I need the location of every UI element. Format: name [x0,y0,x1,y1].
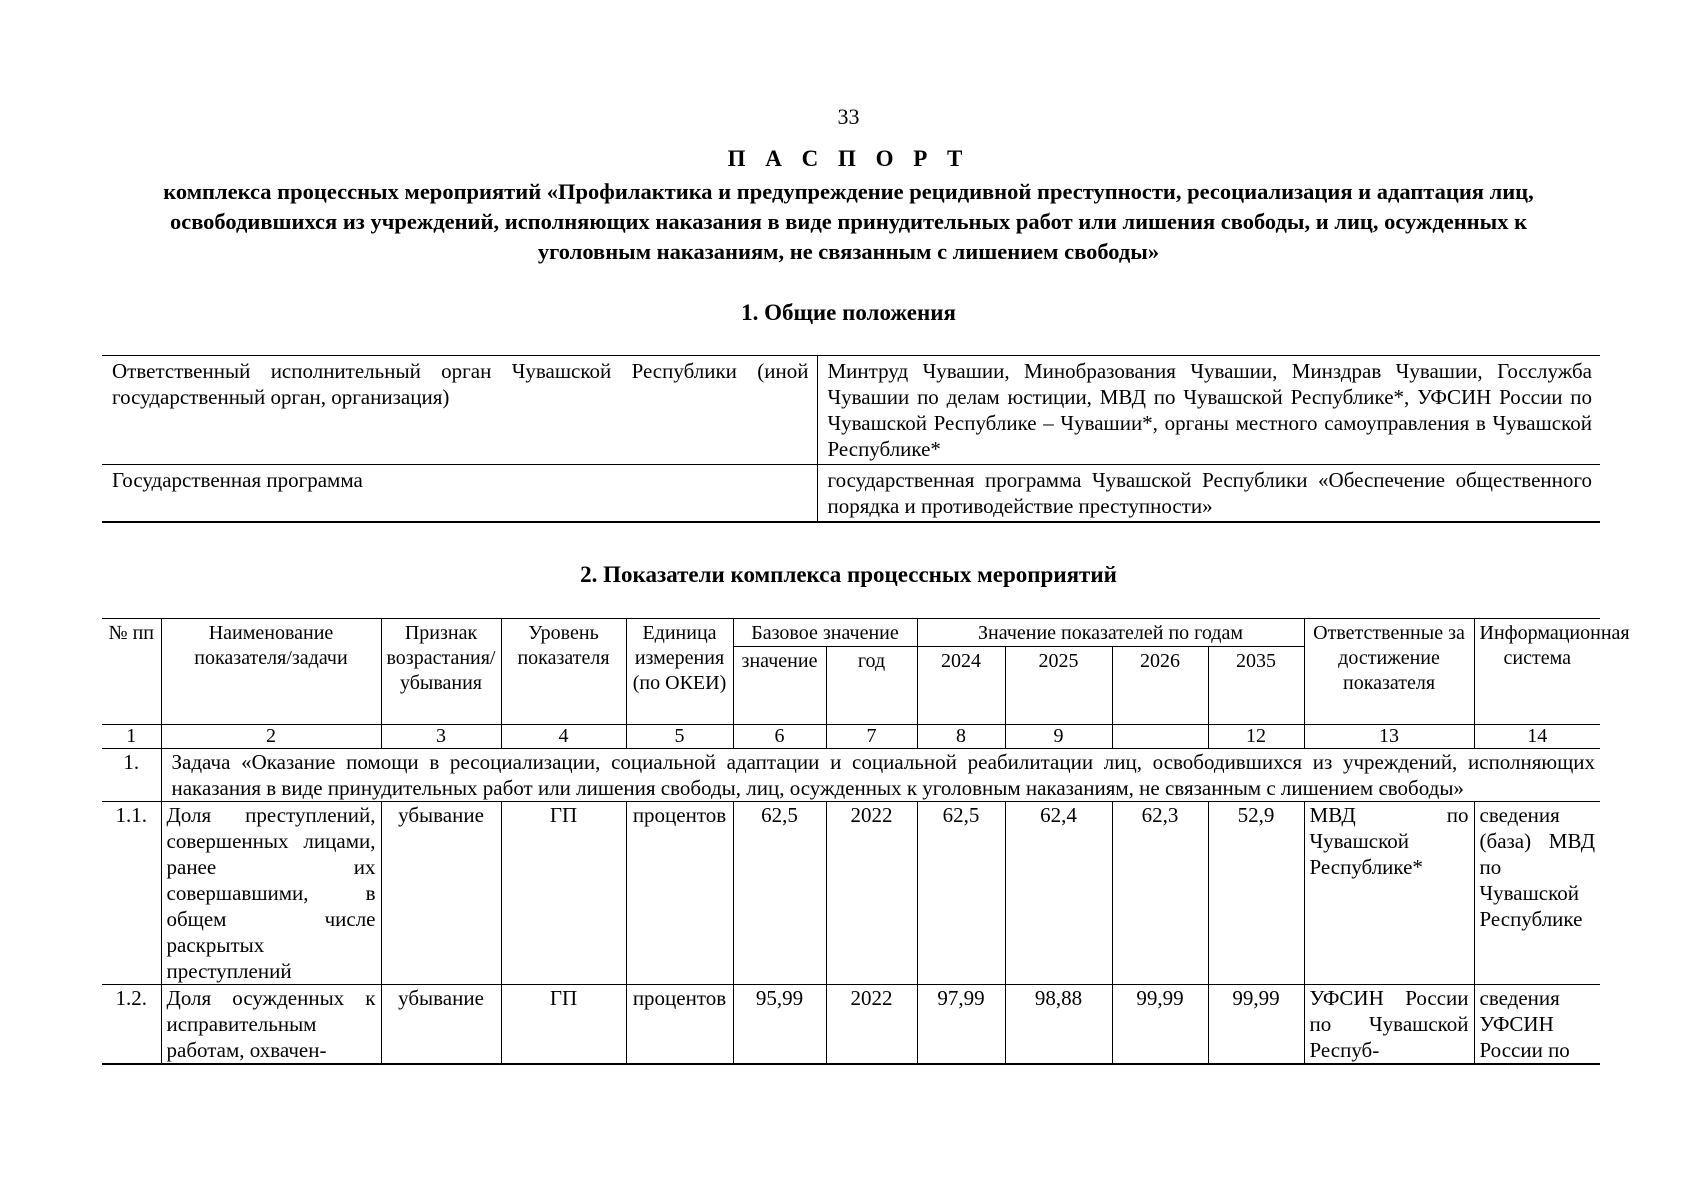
base-value: 95,99 [733,985,826,1065]
col-number: 7 [826,725,917,749]
col-name-header: Наименование показателя/задачи [161,619,381,725]
document-title: П А С П О Р Т [727,146,970,171]
indicator-level: ГП [501,802,626,985]
col-number: 2 [161,725,381,749]
general-value: Минтруд Чувашии, Минобразования Чувашии, Минздрав Чувашии, Госслужба Чувашии по делам юстиции, МВД по Чувашской Республике*, УФСИН России по Чувашской Республике – Чувашии*, органы местного самоуправления в Чувашской Республике* [817,356,1600,465]
base-value: 62,5 [733,802,826,985]
task-num: 1. [102,749,161,802]
value-2024: 97,99 [917,985,1005,1065]
base-year: 2022 [826,802,917,985]
col-number: 3 [381,725,501,749]
indicator-sign: убывание [381,802,501,985]
col-number: 5 [626,725,733,749]
col-2025-header: 2025 [1005,647,1112,725]
indicators-table [102,618,1630,1065]
value-2025: 62,4 [1005,802,1112,985]
col-number: 8 [917,725,1005,749]
table-row [102,802,1600,985]
col-2024-header: 2024 [917,647,1005,725]
col-unit-header: Единица измерения (по ОКЕИ) [626,619,733,725]
table-row [102,985,1600,1065]
general-label: Государственная программа [102,465,817,523]
value-2026: 62,3 [1112,802,1208,985]
general-row-responsible [102,356,1600,465]
section-indicators-heading: 2. Показатели комплекса процессных мероприятий [580,562,1117,587]
col-number: 6 [733,725,826,749]
general-label: Ответственный исполнительный орган Чувашской Республики (иной государственный орган, организация) [102,356,817,465]
value-2025: 98,88 [1005,985,1112,1065]
col-years-header: Значение показателей по годам [917,619,1304,647]
col-2026-header: 2026 [1112,647,1208,725]
section-general-heading: 1. Общие положения [741,300,956,325]
col-base-value-header: значение [733,647,826,725]
base-year: 2022 [826,985,917,1065]
col-number: 13 [1304,725,1474,749]
col-number: 9 [1005,725,1112,749]
general-row-program [102,465,1600,523]
info-system: сведения УФСИН России по [1474,985,1600,1065]
col-number: 4 [501,725,626,749]
indicator-name: Доля преступлений, совершенных лицами, ранее их совершавшими, в общем числе раскрытых преступлений [161,802,381,985]
row-num: 1.1. [102,802,161,985]
indicator-unit: процентов [626,802,733,985]
col-system-header: Информационная система [1474,619,1600,725]
col-num-header: № пп [102,619,161,725]
col-base-year-header: год [826,647,917,725]
col-level-header: Уровень показателя [501,619,626,725]
col-responsible-header: Ответственные за достижение показателя [1304,619,1474,725]
value-2026: 99,99 [1112,985,1208,1065]
task-row [102,749,1600,802]
page-number: 33 [837,104,860,129]
value-2035: 52,9 [1208,802,1304,985]
col-number [1112,725,1208,749]
header-row [102,619,1600,647]
row-num: 1.2. [102,985,161,1065]
column-numbers-row [102,725,1600,749]
indicator-unit: процентов [626,985,733,1065]
indicator-level: ГП [501,985,626,1065]
indicator-name: Доля осужденных к исправительным работам, охвачен- [161,985,381,1065]
col-sign-header: Признак возрастания/убывания [381,619,501,725]
document-subtitle: комплекса процессных мероприятий «Профилактика и предупреждение рецидивной преступности, ресоциализация и адаптация лиц, освободившихся из учреждений, исполняющих наказания в виде принудительных работ или лишения свободы, и лиц, осужденных к уголовным наказаниям, не связанным с лишением свободы» [163,179,1534,264]
col-number: 1 [102,725,161,749]
general-value: государственная программа Чувашской Республики «Обеспечение общественного порядка и противодействие преступности» [817,465,1600,523]
info-system: сведения (база) МВД по Чувашской Республике [1474,802,1600,985]
col-2035-header: 2035 [1208,647,1304,725]
value-2024: 62,5 [917,802,1005,985]
responsible: МВД по Чувашской Республике* [1304,802,1474,985]
col-number: 12 [1208,725,1304,749]
value-2035: 99,99 [1208,985,1304,1065]
indicator-sign: убывание [381,985,501,1065]
responsible: УФСИН России по Чувашской Респуб- [1304,985,1474,1065]
task-text: Задача «Оказание помощи в ресоциализации, социальной адаптации и социальной реабилитации лиц, освободившихся из учреждений, исполняющих наказания в виде принудительных работ или лишения свободы, лиц, осужденных к уголовным наказаниям, не связанным с лишением свободы» [161,749,1600,802]
col-base-header: Базовое значение [733,619,917,647]
col-number: 14 [1474,725,1600,749]
general-provisions-table [102,355,1600,523]
